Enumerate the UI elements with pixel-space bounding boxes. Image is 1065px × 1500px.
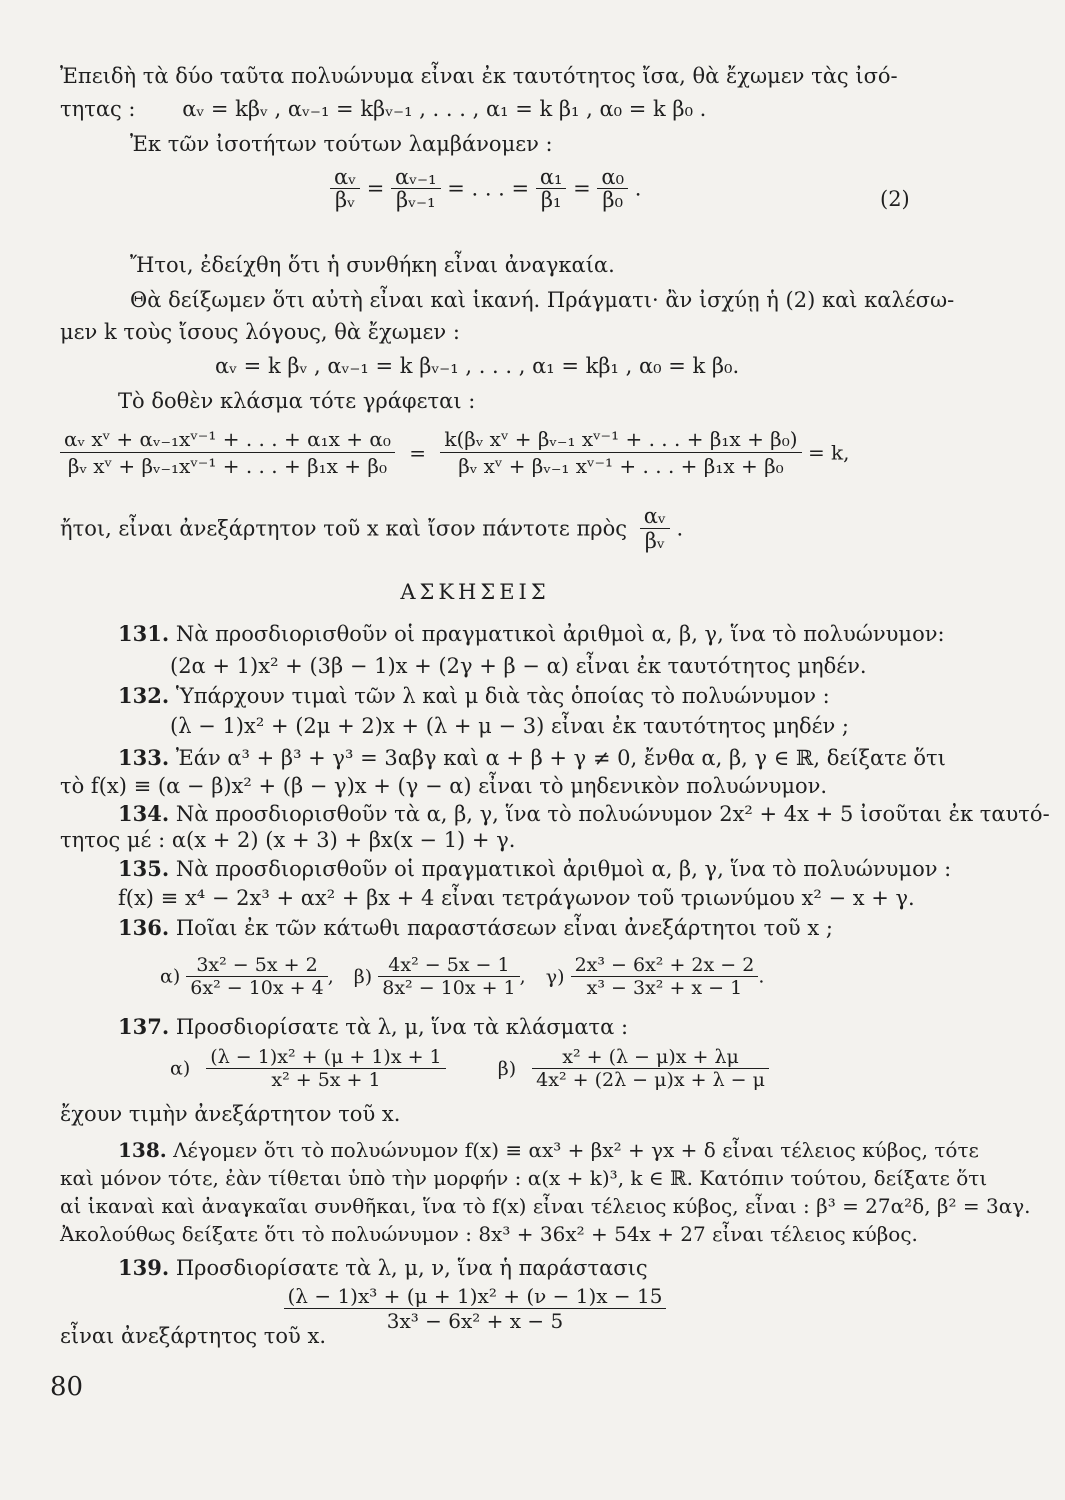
exercise-136-c-frac: [571, 954, 759, 999]
intro-line-5: Θὰ δείξωμεν ὅτι αὐτὴ εἶναι καὶ ἱκανή. Πράγματι· ἂν ἰσχύῃ ἡ (2) καὶ καλέσω-: [130, 288, 955, 312]
exercise-136-text: Ποῖαι ἐκ τῶν κάτωθι παραστάσεων εἶναι ἀνεξάρτητοι τοῦ x ;: [175, 916, 833, 940]
exercise-137-a-frac: [206, 1046, 445, 1091]
exercise-138-line-3: αἱ ἱκαναὶ καὶ ἀναγκαῖαι συνθῆκαι, ἵνα τὸ f(x) εἶναι τέλειος κύβος, εἶναι : β³ = 27α²δ, β² = 3αγ.: [60, 1194, 1031, 1218]
exercise-135-eq: f(x) ≡ x⁴ − 2x³ + αx² + βx + 4 εἶναι τετράγωνον τοῦ τριωνύμου x² − x + γ.: [118, 886, 915, 910]
exercise-136-b-label: β): [353, 965, 373, 988]
exercise-137-b-frac: [532, 1046, 769, 1091]
exercise-136-c-sep: .: [758, 965, 765, 988]
exercise-136-a-den: 6x² − 10x + 4: [190, 977, 324, 999]
exercise-136-a-label: α): [160, 965, 181, 988]
intro-line-2-text: τητας :: [60, 97, 136, 121]
exercise-134-number: 134.: [118, 801, 170, 826]
big-frac-left: [60, 426, 395, 479]
exercise-137-number: 137.: [118, 1014, 170, 1039]
big-frac-left-den: βᵥ xᵛ + βᵥ₋₁xᵛ⁻¹ + . . . + β₁x + β₀: [67, 454, 387, 478]
exercise-139: [118, 1254, 928, 1282]
exercise-139-line-2: εἶναι ἀνεξάρτητος τοῦ x.: [60, 1324, 327, 1348]
exercise-136-c-label: γ): [545, 965, 565, 988]
exercise-137-b-den: 4x² + (2λ − μ)x + λ − μ: [536, 1069, 765, 1091]
intro-line-6: μεν k τοὺς ἴσους λόγους, θὰ ἔχωμεν :: [60, 320, 460, 344]
ratio-dots: = . . . =: [447, 176, 530, 201]
big-frac-right: [440, 426, 801, 479]
big-fraction-eq: $\frac{\text{αᵥ xᵛ + αᵥ₋₁xᵛ⁻¹ + . . . + α₁x + α₀}}{\text{βᵥ xᵛ + βᵥ₋₁xᵛ⁻¹ + . . . + β₁x + β₀}}$ = $\frac{\text{k(βᵥ xᵛ + βᵥ₋₁ xᵛ⁻¹ + . . . + β₁x + β₀)}}{\text{βᵥ xᵛ + βᵥ₋₁ xᵛ⁻¹ + . . . + β₁x + β₀}}$ = k,: [60, 426, 930, 479]
exercise-138-text: Λέγομεν ὅτι τὸ πολυώνυμον f(x) ≡ αx³ + βx² + γx + δ εἶναι τέλειος κύβος, τότε: [173, 1138, 979, 1162]
ratio-frac-3: [536, 166, 567, 211]
ratio-frac-2: [391, 166, 441, 211]
exercise-136: [118, 914, 928, 942]
ratio-d1: βᵥ: [335, 188, 355, 212]
intro-line-8: Τὸ δοθὲν κλάσμα τότε γράφεται :: [118, 389, 476, 413]
exercise-138-line-2: καὶ μόνον τότε, ἐὰν τίθεται ὑπὸ τὴν μορφήν : α(x + k)³, k ∈ ℝ. Κατόπιν τούτου, δείξατε ὅτι: [60, 1166, 988, 1190]
exercise-136-fractions: [160, 954, 920, 999]
exercise-132-text: Ὑπάρχουν τιμαὶ τῶν λ καὶ μ διὰ τὰς ὁποίας τὸ πολυώνυμον :: [175, 684, 830, 708]
exercise-131: [118, 620, 945, 648]
exercise-137-text: Προσδιορίσατε τὰ λ, μ, ἵνα τὰ κλάσματα :: [175, 1015, 629, 1039]
ratio-d3: β₁: [540, 188, 562, 212]
exercise-136-b-num: 4x² − 5x − 1: [378, 954, 519, 977]
exercise-137-b-num: x² + (λ − μ)x + λμ: [532, 1046, 769, 1069]
exercise-134-line-2: τητος μέ : α(x + 2) (x + 3) + βx(x − 1) + γ.: [60, 828, 516, 852]
exercise-132: [118, 682, 918, 710]
alpha-over-beta: [640, 504, 670, 553]
exercise-139-number: 139.: [118, 1255, 170, 1280]
exercise-138: [118, 1136, 979, 1164]
exercise-131-eq: (2α + 1)x² + (3β − 1)x + (2γ + β − α) εἶναι ἐκ ταυτότητος μηδέν.: [170, 654, 867, 678]
exercise-133-number: 133.: [118, 745, 170, 770]
exercise-138-line-4: Ἀκολούθως δείξατε ὅτι τὸ πολυώνυμον : 8x³ + 36x² + 54x + 27 εἶναι τέλειος κύβος.: [60, 1222, 918, 1246]
exercise-136-c-den: x³ − 3x² + x − 1: [586, 977, 743, 999]
exercise-134: [118, 800, 1050, 828]
ratios-k-eq: αᵥ = k βᵥ , αᵥ₋₁ = k βᵥ₋₁ , . . . , α₁ = kβ₁ , α₀ = k β₀.: [215, 354, 740, 378]
exercise-138-number: 138.: [118, 1138, 167, 1162]
exercise-137-b-label: β): [497, 1057, 517, 1080]
ratio-n2: αᵥ₋₁: [391, 166, 441, 189]
exercise-136-b-sep: ,: [519, 965, 526, 988]
exercise-137-a-label: α): [170, 1057, 191, 1080]
exercise-136-b-frac: [378, 954, 519, 999]
exercise-133-line-2: τὸ f(x) ≡ (α − β)x² + (β − γ)x + (γ − α) εἶναι τὸ μηδενικὸν πολυώνυμον.: [60, 774, 828, 798]
exercise-136-number: 136.: [118, 915, 170, 940]
big-frac-right-num: k(βᵥ xᵛ + βᵥ₋₁ xᵛ⁻¹ + . . . + β₁x + β₀): [440, 426, 801, 453]
exercise-139-frac-num: (λ − 1)x³ + (μ + 1)x² + (ν − 1)x − 15: [284, 1284, 667, 1309]
exercise-131-text: Νὰ προσδιορισθοῦν οἱ πραγματικοὶ ἀριθμοὶ α, β, γ, ἵνα τὸ πολυώνυμον:: [175, 622, 945, 646]
big-frac-right-den: βᵥ xᵛ + βᵥ₋₁ xᵛ⁻¹ + . . . + β₁x + β₀: [458, 454, 784, 478]
exercise-134-text: Νὰ προσδιορισθοῦν τὰ α, β, γ, ἵνα τὸ πολυώνυμον 2x² + 4x + 5 ἰσοῦται ἐκ ταυτό-: [175, 802, 1050, 826]
exercise-133-text: Ἐάν α³ + β³ + γ³ = 3αβγ καὶ α + β + γ ≠ 0, ἔνθα α, β, γ ∈ ℝ, δείξατε ὅτι: [175, 746, 946, 770]
ratio-equation: $\frac{\text{αᵥ}}{\text{βᵥ}}$ = $\frac{\text{αᵥ₋₁}}{\text{βᵥ₋₁}}$ = . . . = $\frac{\text{α₁}}{\text{β₁}}$ = $\frac{\text{α₀}}{\text{β₀}}$ .: [330, 166, 850, 211]
exercise-137-a-num: (λ − 1)x² + (μ + 1)x + 1: [206, 1046, 445, 1069]
ratio-n3: α₁: [536, 166, 567, 189]
exercise-137-line-2: ἔχουν τιμὴν ἀνεξάρτητον τοῦ x.: [60, 1102, 401, 1126]
ratio-d4: β₀: [602, 188, 623, 212]
intro-line-3: Ἐκ τῶν ἰσοτήτων τούτων λαμβάνομεν :: [130, 132, 553, 156]
intro-line-9-text: ἤτοι, εἶναι ἀνεξάρτητον τοῦ x καὶ ἴσον πάντοτε πρὸς: [60, 516, 628, 541]
exercise-136-a-frac: [186, 954, 327, 999]
exercise-137-a-den: x² + 5x + 1: [271, 1069, 381, 1091]
exercise-132-number: 132.: [118, 683, 170, 708]
exercise-131-number: 131.: [118, 621, 170, 646]
exercise-136-b-den: 8x² − 10x + 1: [382, 977, 516, 999]
exercises-heading: ΑΣΚΗΣΕΙΣ: [400, 580, 550, 604]
equalities-eq: αᵥ = kβᵥ , αᵥ₋₁ = kβᵥ₋₁ , . . . , α₁ = k β₁ , α₀ = k β₀ .: [182, 97, 707, 121]
ratio-d2: βᵥ₋₁: [396, 188, 436, 212]
big-frac-result: = k,: [807, 440, 850, 465]
exercise-137: [118, 1013, 928, 1041]
exercise-135: [118, 855, 952, 883]
alpha-over-beta-num: αᵥ: [640, 504, 670, 529]
ratio-n4: α₀: [597, 166, 628, 189]
ratio-frac-4: [597, 166, 628, 211]
ratio-n1: αᵥ: [330, 166, 360, 189]
exercise-136-c-num: 2x³ − 6x² + 2x − 2: [571, 954, 759, 977]
equation-number: (2): [880, 187, 910, 211]
exercise-133: [118, 744, 946, 772]
big-frac-left-num: αᵥ xᵛ + αᵥ₋₁xᵛ⁻¹ + . . . + α₁x + α₀: [60, 426, 395, 453]
exercise-132-eq: (λ − 1)x² + (2μ + 2)x + (λ + μ − 3) εἶναι ἐκ ταυτότητος μηδέν ;: [170, 714, 850, 738]
exercise-139-text: Προσδιορίσατε τὰ λ, μ, ν, ἵνα ἡ παράστασις: [175, 1256, 648, 1280]
intro-line-9: ἤτοι, εἶναι ἀνεξάρτητον τοῦ x καὶ ἴσον πάντοτε πρὸς $\frac{\text{αᵥ}}{\text{βᵥ}}$ .: [60, 504, 684, 553]
exercise-136-a-num: 3x² − 5x + 2: [186, 954, 327, 977]
exercise-137-fractions: [170, 1046, 930, 1091]
exercise-135-text: Νὰ προσδιορισθοῦν οἱ πραγματικοὶ ἀριθμοὶ α, β, γ, ἵνα τὸ πολυώνυμον :: [175, 857, 952, 881]
intro-line-2: [60, 95, 910, 123]
exercise-135-number: 135.: [118, 856, 170, 881]
intro-line-1: Ἐπειδὴ τὰ δύο ταῦτα πολυώνυμα εἶναι ἐκ ταυτότητος ἴσα, θὰ ἔχωμεν τὰς ἰσό-: [60, 64, 898, 88]
page-number: 80: [50, 1372, 84, 1402]
ratio-frac-1: [330, 166, 360, 211]
exercise-136-a-sep: ,: [327, 965, 334, 988]
exercise-139-frac-den: 3x³ − 6x² + x − 5: [386, 1309, 564, 1333]
intro-line-4: Ἤτοι, ἐδείχθη ὅτι ἡ συνθήκη εἶναι ἀναγκαία.: [130, 253, 615, 277]
alpha-over-beta-den: βᵥ: [644, 529, 665, 553]
